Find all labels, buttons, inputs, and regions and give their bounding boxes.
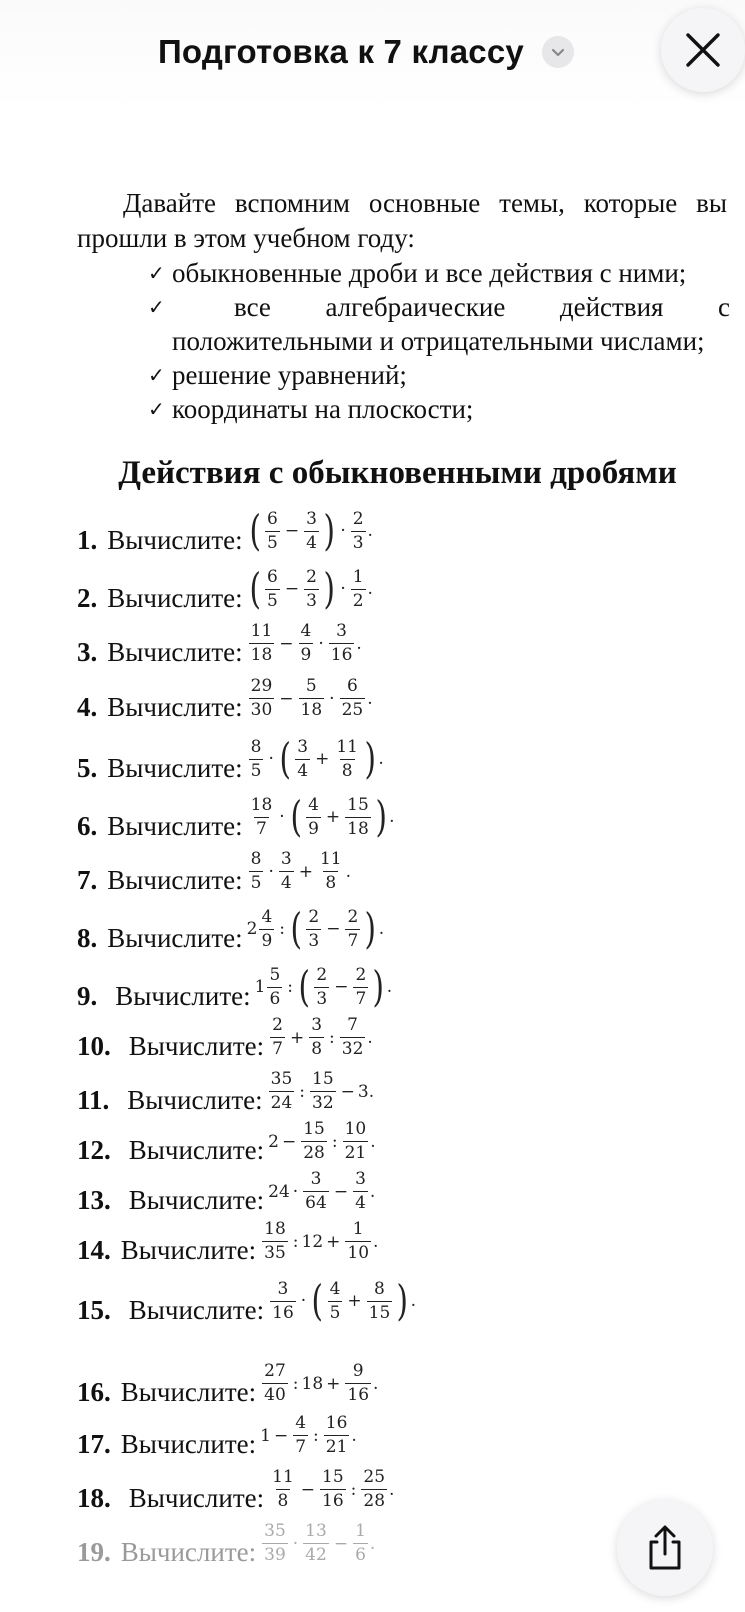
expression: $\frac{2}{7}$ + $\frac{3}{8}$ : $\frac{7}{32}$ . [272, 1015, 373, 1059]
checkmark-icon: ✓ [148, 261, 165, 285]
chevron-down-icon[interactable] [542, 36, 574, 68]
expression: $\frac{11}{18}$ − $\frac{4}{9}$ · $\frac{3}{16}$ . [250, 621, 362, 665]
share-icon [643, 1524, 687, 1572]
exercise-item: 4. Вычислите: $\frac{29}{30}$ − $\frac{5}{18}$ · $\frac{6}{25}$ . [77, 676, 373, 722]
exercise-item: 12. Вычислите: 2 − $\frac{15}{28}$ : $\frac{10}{21}$ . [77, 1119, 376, 1165]
expression: $\frac{35}{39}$ · $\frac{13}{42}$ − $\frac{1}{6}$ . [264, 1521, 376, 1565]
checkmark-icon: ✓ [148, 363, 165, 387]
share-button[interactable] [617, 1500, 713, 1596]
topic-item: ✓ все алгебраические действия с положительными и отрицательными числами; [148, 292, 730, 356]
section-title: Действия с обыкновенными дробями [118, 455, 677, 491]
exercise-item: 9. Вычислите: 1 $\frac{5}{6}$ : ( $\frac{2}{3}$ − $\frac{2}{7}$ ) . [77, 962, 393, 1011]
topic-item: ✓ решение уравнений; [148, 360, 407, 390]
expression: 2 − $\frac{15}{28}$ : $\frac{10}{21}$ . [268, 1119, 376, 1163]
exercise-item: 7. Вычислите: $\frac{8}{5}$ · $\frac{3}{4}$ + $\frac{11}{8}$ . [77, 849, 351, 895]
close-button[interactable] [661, 8, 745, 92]
expression: $\frac{35}{24}$ : $\frac{15}{32}$ − 3. [270, 1069, 375, 1113]
expression: $\frac{8}{5}$ · $\frac{3}{4}$ + $\frac{11}{8}$ . [250, 849, 351, 893]
intro-paragraph [77, 186, 727, 256]
expression: $\frac{18}{35}$ : 12 + $\frac{1}{10}$ . [264, 1219, 379, 1263]
topic-item: ✓ координаты на плоскости; [148, 394, 474, 424]
expression: ( $\frac{6}{5}$ − $\frac{3}{4}$ ) · $\frac{2}{3}$ . [249, 506, 373, 555]
expression: 2 $\frac{4}{9}$ : ( $\frac{2}{3}$ − $\frac{2}{7}$ ) . [246, 904, 385, 953]
exercise-item: 10. Вычислите: $\frac{2}{7}$ + $\frac{3}{8}$ : $\frac{7}{32}$ . [77, 1015, 373, 1061]
expression: $\frac{8}{5}$ · ( $\frac{3}{4}$ + $\frac{11}{8}$ ) . [250, 734, 384, 783]
exercise-item: 6. Вычислите: $\frac{18}{7}$ · ( $\frac{4}{9}$ + $\frac{15}{18}$ ) . [77, 792, 395, 841]
exercise-item: 5. Вычислите: $\frac{8}{5}$ · ( $\frac{3}{4}$ + $\frac{11}{8}$ ) . [77, 734, 384, 783]
expression: 24 · $\frac{3}{64}$ − $\frac{3}{4}$ . [268, 1169, 376, 1213]
exercise-item: 18. Вычислите: $\frac{11}{8}$ − $\frac{15}{16}$ : $\frac{25}{28}$ . [77, 1467, 395, 1513]
exercise-item: 13. Вычислите: 24 · $\frac{3}{64}$ − $\frac{3}{4}$ . [77, 1169, 376, 1215]
expression: $\frac{3}{16}$ · ( $\frac{4}{5}$ + $\frac{8}{15}$ ) . [272, 1276, 417, 1325]
intro-text: Давайте вспомним основные темы, которые вы прошли в этом учебном году: [77, 188, 727, 253]
exercise-item: 1. Вычислите: ( $\frac{6}{5}$ − $\frac{3}{4}$ ) · $\frac{2}{3}$ . [77, 506, 373, 555]
expression: $\frac{27}{40}$ : 18 + $\frac{9}{16}$ . [264, 1361, 379, 1405]
topics-list [150, 256, 730, 426]
exercise-item: 16. Вычислите: $\frac{27}{40}$ : 18 + $\frac{9}{16}$ . [77, 1361, 379, 1407]
expression: ( $\frac{6}{5}$ − $\frac{2}{3}$ ) · $\frac{1}{2}$ . [249, 564, 373, 613]
expression: $\frac{29}{30}$ − $\frac{5}{18}$ · $\frac{6}{25}$ . [250, 676, 373, 720]
exercise-item: 11. Вычислите: $\frac{35}{24}$ : $\frac{15}{32}$ − 3. [77, 1069, 375, 1115]
title-dropdown[interactable] [158, 28, 574, 76]
exercise-item: 8. Вычислите: 2 $\frac{4}{9}$ : ( $\frac{2}{3}$ − $\frac{2}{7}$ ) . [77, 904, 385, 953]
exercise-item: 2. Вычислите: ( $\frac{6}{5}$ − $\frac{2}{3}$ ) · $\frac{1}{2}$ . [77, 564, 373, 613]
checkmark-icon: ✓ [148, 295, 165, 319]
exercise-item: 3. Вычислите: $\frac{11}{18}$ − $\frac{4}{9}$ · $\frac{3}{16}$ . [77, 621, 362, 667]
expression: $\frac{18}{7}$ · ( $\frac{4}{9}$ + $\frac{15}{18}$ ) . [250, 792, 395, 841]
exercise-item: 17. Вычислите: 1 − $\frac{4}{7}$ : $\frac{16}{21}$ . [77, 1413, 357, 1459]
expression: 1 $\frac{5}{6}$ : ( $\frac{2}{3}$ − $\frac{2}{7}$ ) . [254, 962, 393, 1011]
checkmark-icon: ✓ [148, 397, 165, 421]
close-icon [684, 31, 722, 69]
topic-item: ✓ обыкновенные дроби и все действия с ними; [148, 258, 687, 288]
page-title: Подготовка к 7 классу [158, 33, 524, 70]
expression: $\frac{11}{8}$ − $\frac{15}{16}$ : $\frac{25}{28}$ . [272, 1467, 395, 1511]
exercise-item: 15. Вычислите: $\frac{3}{16}$ · ( $\frac{4}{5}$ + $\frac{8}{15}$ ) . [77, 1276, 417, 1325]
exercise-item: 14. Вычислите: $\frac{18}{35}$ : 12 + $\frac{1}{10}$ . [77, 1219, 379, 1265]
exercise-item: 19. Вычислите: $\frac{35}{39}$ · $\frac{13}{42}$ − $\frac{1}{6}$ . [77, 1521, 376, 1567]
expression: 1 − $\frac{4}{7}$ : $\frac{16}{21}$ . [260, 1413, 357, 1457]
